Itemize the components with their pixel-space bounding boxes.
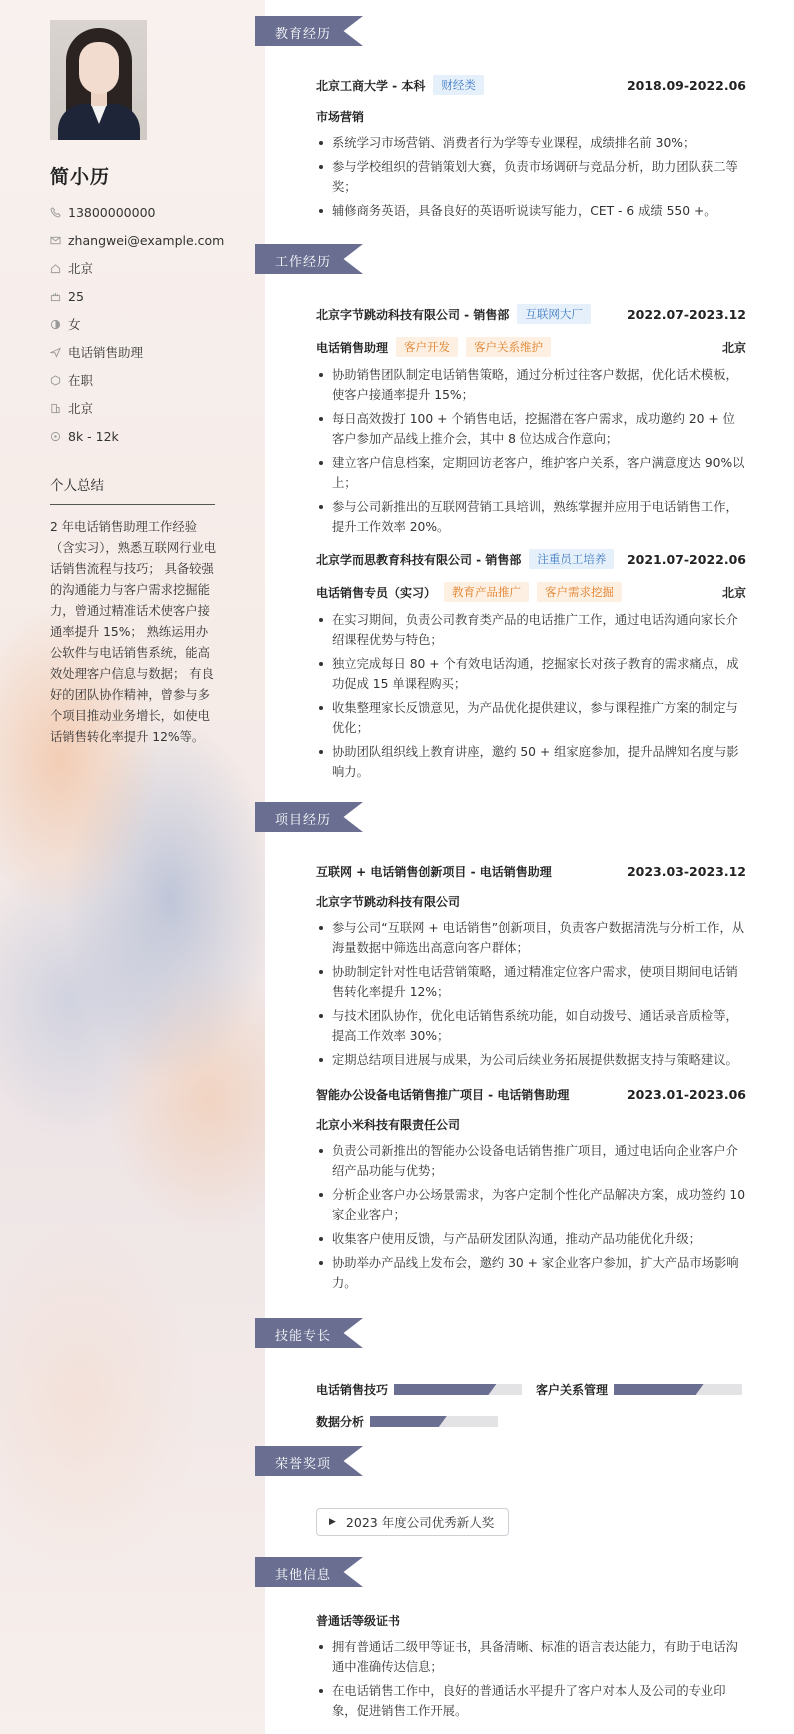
role-tag: 客户关系维护 (466, 337, 551, 357)
play-icon: ▶ (329, 1517, 336, 1527)
info-age (50, 282, 250, 310)
info-email (50, 226, 250, 254)
work-city: 北京 (721, 585, 746, 600)
age-text: 25 (68, 288, 84, 304)
education-date: 2018.09-2022.06 (626, 77, 746, 93)
company-tag: 注重员工培养 (529, 549, 614, 569)
skill-name: 电话销售技巧 (316, 1383, 389, 1397)
education-bullets (316, 133, 746, 221)
age-icon (50, 291, 68, 302)
role-name: 电话销售助理 (316, 340, 389, 355)
info-salary (50, 422, 250, 450)
summary-text: 2 年电话销售助理工作经验（含实习），熟悉互联网行业电话销售流程与技巧； 具备较强的沟通能力与客户需求挖掘能力，曾通过精准话术使客户接通率提升 15%； 熟练运用办公软件与电话销售系统，能高效处理客户信息与数据； 有良好的团队协作精神，曾参与多个项目推动业务增长，如使电话销售转化率提升 12%等。 (50, 520, 217, 744)
mail-icon (50, 235, 68, 246)
profile-name: 简小历 (50, 166, 111, 188)
list-item: 协助销售团队制定电话销售策略，通过分析过往客户数据，优化话术模板，使客户接通率提升 15%； (316, 365, 746, 405)
list-item: 拥有普通话二级甲等证书，具备清晰、标准的语言表达能力，有助于电话沟通中准确传达信息； (316, 1637, 746, 1677)
skill-bar (394, 1384, 522, 1395)
phone-text[interactable]: 13800000000 (68, 204, 156, 220)
list-item: 每日高效拨打 100 + 个销售电话，挖掘潜在客户需求，成功邀约 20 + 位客户参加产品线上推介会，其中 8 位达成合作意向； (316, 409, 746, 449)
project-title: 智能办公设备电话销售推广项目 - 电话销售助理 (316, 1088, 570, 1102)
status-icon (50, 375, 68, 386)
gender-icon (50, 319, 68, 330)
work-bullets (316, 365, 746, 537)
skill-bar-fill (394, 1384, 496, 1395)
work-bullets (316, 610, 746, 782)
skill-item (316, 1381, 522, 1398)
role-name: 电话销售专员（实习） (316, 585, 437, 600)
list-item: 与技术团队协作，优化电话销售系统功能，如自动拨号、通话录音质检等，提高工作效率 30%； (316, 1006, 746, 1046)
role-tag: 客户需求挖掘 (537, 582, 622, 602)
education-tag: 财经类 (433, 75, 484, 95)
skill-bar-fill (614, 1384, 704, 1395)
status-text: 在职 (68, 373, 94, 388)
list-item: 辅修商务英语，具备良好的英语听说读写能力，CET - 6 成绩 550 +。 (316, 201, 746, 221)
work-date: 2022.07-2023.12 (626, 306, 746, 322)
section-header-other (255, 1557, 363, 1587)
email-text[interactable]: zhangwei@example.com (68, 232, 225, 248)
skill-item (536, 1381, 742, 1398)
info-gender (50, 310, 250, 338)
list-item: 在实习期间，负责公司教育类产品的电话推广工作，通过电话沟通向家长介绍课程优势与特色； (316, 610, 746, 650)
skill-bar (614, 1384, 742, 1395)
salary-icon (50, 431, 68, 442)
list-item: 定期总结项目进展与成果，为公司后续业务拓展提供数据支持与策略建议。 (316, 1050, 746, 1070)
role-tag: 教育产品推广 (444, 582, 529, 602)
list-item: 收集客户使用反馈，与产品研发团队沟通，推动产品功能优化升级； (316, 1229, 746, 1249)
phone-icon (50, 207, 68, 218)
other-entry (316, 1612, 746, 1725)
section-title: 技能专长 (275, 1329, 332, 1344)
list-item: 收集整理家长反馈意见，为产品优化提供建议，参与课程推广方案的制定与优化； (316, 698, 746, 738)
project-date: 2023.03-2023.12 (626, 864, 746, 879)
section-header-work (255, 244, 363, 274)
project-date: 2023.01-2023.06 (626, 1087, 746, 1102)
list-item: 系统学习市场营销、消费者行为学等专业课程，成绩排名前 30%； (316, 133, 746, 153)
project-bullets (316, 918, 746, 1070)
send-icon (50, 347, 68, 358)
skill-item (316, 1413, 498, 1430)
list-item: 在电话销售工作中，良好的普通话水平提升了客户对本人及公司的专业印象，促进销售工作开展。 (316, 1681, 746, 1721)
project-entry (316, 863, 746, 1074)
project-company: 北京字节跳动科技有限公司 (316, 895, 461, 909)
company-tag: 互联网大厂 (517, 304, 591, 324)
section-title: 工作经历 (275, 255, 332, 270)
skill-name: 数据分析 (316, 1415, 365, 1429)
education-entry (316, 75, 746, 225)
list-item: 分析企业客户办公场景需求，为客户定制个性化产品解决方案，成功签约 10 家企业客户； (316, 1185, 746, 1225)
project-company: 北京小米科技有限责任公司 (316, 1118, 461, 1132)
company-name: 北京字节跳动科技有限公司 - 销售部 (316, 307, 510, 322)
skill-bar-fill (370, 1416, 447, 1427)
gender-text: 女 (68, 317, 81, 332)
school-name: 北京工商大学 - 本科 (316, 78, 426, 93)
project-bullets (316, 1141, 746, 1293)
sidebar (0, 0, 265, 1734)
building-icon (50, 403, 68, 414)
section-title: 其他信息 (275, 1568, 332, 1583)
section-title: 项目经历 (275, 813, 332, 828)
info-position (50, 338, 250, 366)
project-title: 互联网 + 电话销售创新项目 - 电话销售助理 (316, 865, 552, 879)
certificate-title: 普通话等级证书 (316, 1614, 401, 1628)
education-major: 市场营销 (316, 110, 365, 124)
position-text: 电话销售助理 (68, 345, 144, 360)
list-item: 参与公司新推出的互联网营销工具培训，熟练掌握并应用于电话销售工作，提升工作效率 20%。 (316, 497, 746, 537)
section-title: 教育经历 (275, 27, 332, 42)
list-item: 负责公司新推出的智能办公设备电话销售推广项目，通过电话向企业客户介绍产品功能与优势； (316, 1141, 746, 1181)
other-bullets (316, 1637, 746, 1721)
award-badge (316, 1508, 509, 1536)
skill-name: 客户关系管理 (536, 1383, 609, 1397)
summary-title: 个人总结 (50, 474, 215, 505)
section-header-skills (255, 1318, 363, 1348)
role-tag: 客户开发 (396, 337, 458, 357)
work-date: 2021.07-2022.06 (626, 551, 746, 567)
award-text: 2023 年度公司优秀新人奖 (345, 1515, 495, 1530)
work-entry (316, 549, 746, 786)
project-entry (316, 1086, 746, 1297)
skill-bar (370, 1416, 498, 1427)
list-item: 协助举办产品线上发布会，邀约 30 + 家企业客户参加，扩大产品市场影响力。 (316, 1253, 746, 1293)
list-item: 独立完成每日 80 + 个有效电话沟通，挖掘家长对孩子教育的需求痛点，成功促成 15 单课程购买； (316, 654, 746, 694)
salary-text: 8k - 12k (68, 428, 119, 444)
section-header-projects (255, 802, 363, 832)
work-entry (316, 304, 746, 541)
section-header-education (255, 16, 363, 46)
list-item: 参与公司“互联网 + 电话销售”创新项目，负责客户数据清洗与分析工作，从海量数据中筛选出高意向客户群体； (316, 918, 746, 958)
list-item: 协助团队组织线上教育讲座，邀约 50 + 组家庭参加，提升品牌知名度与影响力。 (316, 742, 746, 782)
avatar (50, 20, 147, 140)
home-icon (50, 263, 68, 274)
city-text: 北京 (68, 261, 94, 276)
list-item: 协助制定针对性电话营销策略，通过精准定位客户需求，使项目期间电话销售转化率提升 12%； (316, 962, 746, 1002)
section-header-awards (255, 1446, 363, 1476)
info-city (50, 254, 250, 282)
info-target-city (50, 394, 250, 422)
work-city: 北京 (721, 340, 746, 355)
section-title: 荣誉奖项 (275, 1457, 332, 1472)
info-status (50, 366, 250, 394)
list-item: 建立客户信息档案，定期回访老客户，维护客户关系，客户满意度达 90%以上； (316, 453, 746, 493)
company-name: 北京学而思教育科技有限公司 - 销售部 (316, 552, 522, 567)
list-item: 参与学校组织的营销策划大赛，负责市场调研与竞品分析，助力团队获二等奖； (316, 157, 746, 197)
info-phone (50, 198, 250, 226)
target-city-text: 北京 (68, 401, 94, 416)
contact-info-list (50, 198, 250, 450)
